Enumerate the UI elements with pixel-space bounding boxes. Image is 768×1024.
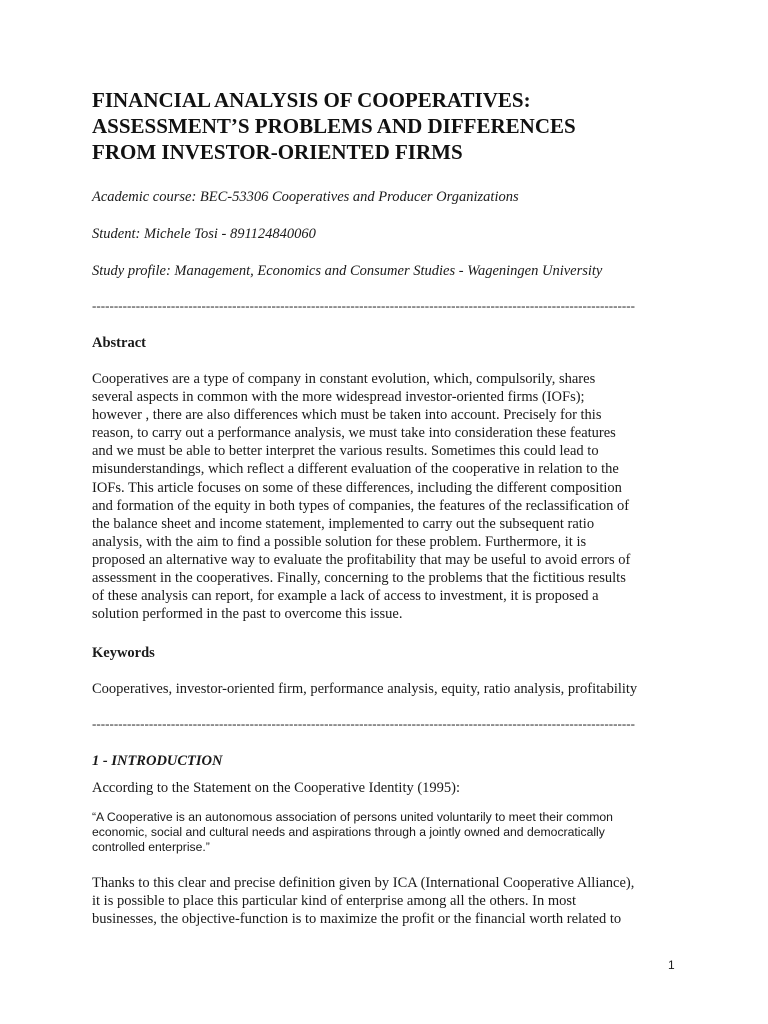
page-number: 1 [668,958,675,972]
abstract-line: the balance sheet and income statement, implemented to carry out the subsequent ratio [92,515,595,532]
abstract-line: proposed an alternative way to evaluate the profitability that may be useful to avoid errors of [92,551,631,568]
keywords-heading: Keywords [92,645,155,661]
title-line: FINANCIAL ANALYSIS OF COOPERATIVES: [92,88,531,112]
abstract-text [92,370,682,623]
abstract-line: IOFs. This article focuses on some of these differences, including the different composition [92,479,622,496]
keywords-line: Cooperatives, investor-oriented firm, performance analysis, equity, ratio analysis, profitability [92,681,638,697]
abstract-line: assessment in the cooperatives. Finally, concerning to the problems that the fictitious results [92,570,626,587]
abstract-line: solution performed in the past to overcome this issue. [92,606,403,623]
abstract-line: reason, to carry out a performance analysis, we must take into consideration these features [92,425,616,442]
intro-lead [92,779,682,797]
quote-line: controlled enterprise.” [92,840,210,854]
study-profile: Study profile: Management, Economics and Consumer Studies - Wageningen University [92,263,603,279]
student-info: Student: Michele Tosi - 891124840060 [92,226,316,242]
separator-line: ---------------------------------------------------------------------------------------------------------------------------- [92,717,636,731]
definition-quote [92,810,652,855]
section-heading: 1 - INTRODUCTION [92,753,223,769]
abstract-line: and we must be able to better interpret the various results. Sometimes this could lead to [92,443,599,460]
body-line: businesses, the objective-function is to maximize the profit or the financial worth related to [92,911,622,928]
quote-line: economic, social and cultural needs and aspirations through a jointly owned and democratically [92,825,605,839]
body-line: it is possible to place this particular kind of enterprise among all the others. In most [92,893,577,910]
keywords-text [92,680,682,698]
abstract-heading: Abstract [92,335,146,351]
abstract-line: several aspects in common with the more widespread investor-oriented firms (IOFs); [92,389,585,406]
abstract-line: and formation of the equity in both types of companies, the features of the reclassification of [92,497,630,514]
title-line: ASSESSMENT’S PROBLEMS AND DIFFERENCES [92,114,576,138]
intro-lead-line: According to the Statement on the Cooperative Identity (1995): [92,780,461,796]
abstract-line: Cooperatives are a type of company in constant evolution, which, compulsorily, shares [92,371,596,387]
academic-course: Academic course: BEC-53306 Cooperatives and Producer Organizations [92,189,519,205]
paper-title [92,87,692,165]
quote-line: “A Cooperative is an autonomous association of persons united voluntarily to meet their common [92,810,613,824]
abstract-line: analysis, with the aim to find a possible solution for these problem. Furthermore, it is [92,533,587,550]
title-line: FROM INVESTOR-ORIENTED FIRMS [92,140,463,164]
body-line: Thanks to this clear and precise definition given by ICA (International Cooperative Alliance), [92,875,635,891]
abstract-line: misunderstandings, which reflect a different evaluation of the cooperative in relation to the [92,461,619,478]
body-paragraph [92,874,682,928]
abstract-line: of these analysis can report, for example a lack of access to investment, it is proposed a [92,588,599,605]
separator-line: ---------------------------------------------------------------------------------------------------------------------------- [92,299,636,313]
abstract-line: however , there are also differences which must be taken into account. Precisely for this [92,407,602,424]
